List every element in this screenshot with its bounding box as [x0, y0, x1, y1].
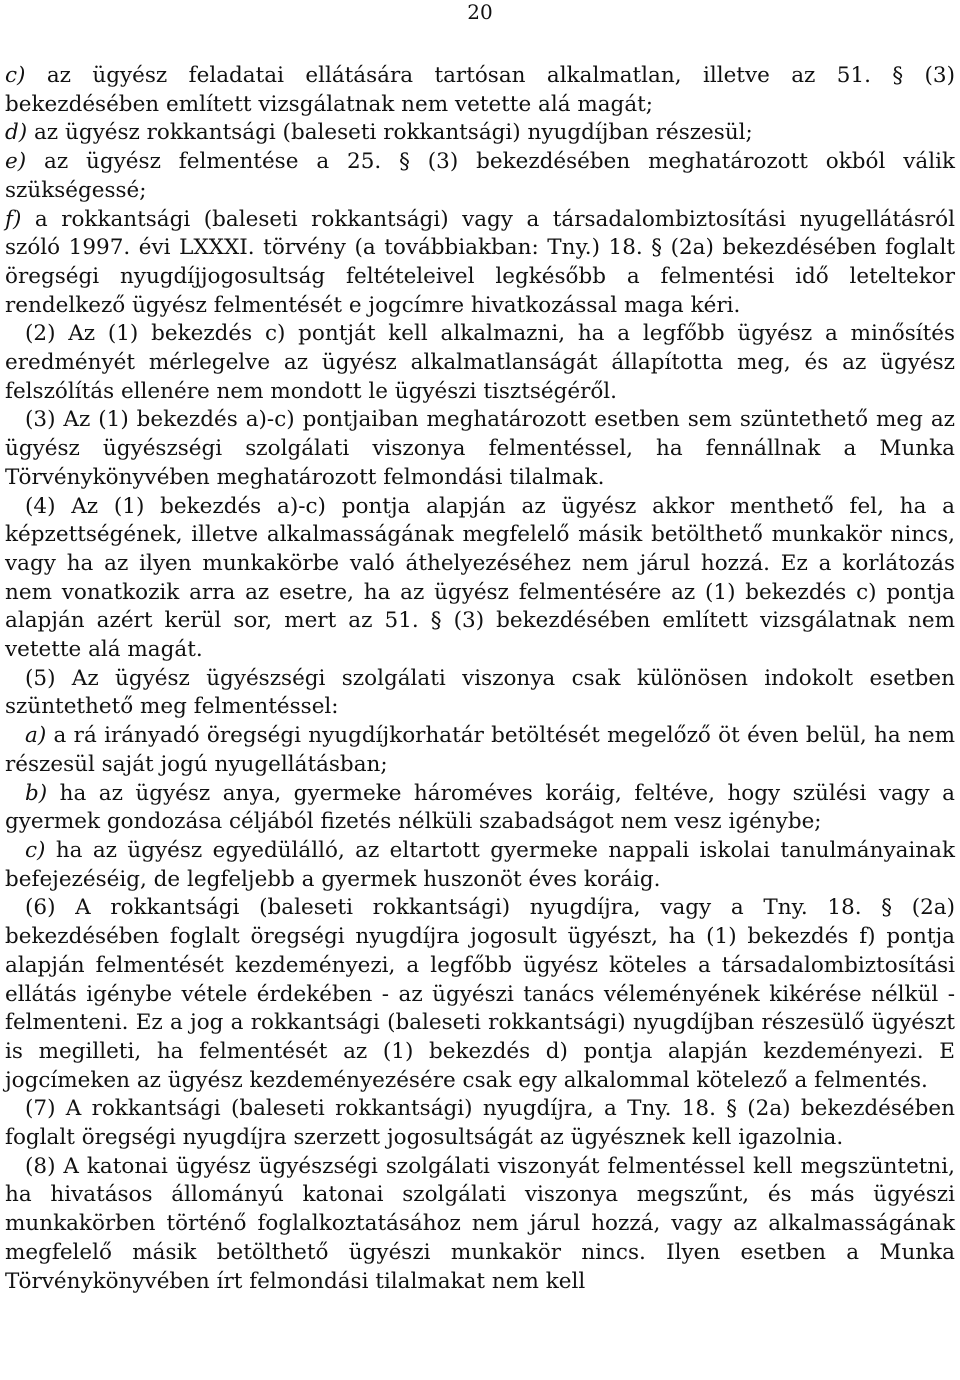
paragraph-1f [5, 206, 955, 321]
paragraph-5c [5, 837, 955, 894]
paragraph-5b [5, 780, 955, 837]
page-number: 20 [467, 0, 493, 24]
paragraph-5a [5, 722, 955, 779]
paragraph-text: a rá irányadó öregségi nyugdíjkorhatár betöltését megelőző öt éven belül, ha nem részesül saját jogú nyugellátásban; [5, 723, 955, 777]
paragraph-text: az ügyész feladatai ellátására tartósan alkalmatlan, illetve az 51. § (3) bekezdésében említett vizsgálatnak nem vetette alá magát; [5, 63, 955, 117]
paragraph-1d [5, 119, 955, 148]
paragraph-1c [5, 62, 955, 119]
list-label: b) [25, 780, 48, 806]
list-label: a) [25, 723, 47, 749]
paragraph-text: az ügyész felmentése a 25. § (3) bekezdésében meghatározott okból válik szükségessé; [5, 149, 955, 203]
paragraph-7 [5, 1095, 955, 1152]
paragraph-text: az ügyész rokkantsági (baleseti rokkantsági) nyugdíjban részesül; [27, 120, 753, 146]
paragraph-text: a rokkantsági (baleseti rokkantsági) vagy a társadalombiztosítási nyugellátásról szóló 1997. évi LXXXI. törvény (a továbbiakban: Tny.) 18. § (2a) bekezdésében foglalt öregségi nyugdíjjogosultság feltételeivel legkésőbb a felmentési idő leteltekor rendelkező ügyész felmentését e jogcímre hivatkozással maga kéri. [5, 206, 955, 318]
document-body [5, 62, 955, 1296]
paragraph-3 [5, 406, 955, 492]
paragraph-text: (5) Az ügyész ügyészségi szolgálati viszonya csak különösen indokolt esetben szüntethető meg felmentéssel: [5, 665, 955, 720]
paragraph-text: ha az ügyész egyedülálló, az eltartott gyermeke nappali iskolai tanulmányainak befejezéséig, de legfeljebb a gyermek huszonöt éves koráig. [5, 837, 955, 892]
paragraph-4 [5, 493, 955, 665]
paragraph-5 [5, 665, 955, 722]
paragraph-2 [5, 320, 955, 406]
paragraph-text: (2) Az (1) bekezdés c) pontját kell alkalmazni, ha a legfőbb ügyész a minősítés eredményét mérlegelve az ügyész alkalmatlanságát állapította meg, és az ügyész felszólítás ellenére nem mondott le ügyészi tisztségéről. [5, 321, 955, 404]
paragraph-8 [5, 1153, 955, 1297]
list-label: f) [5, 206, 22, 232]
paragraph-text: (6) A rokkantsági (baleseti rokkantsági) nyugdíjra, vagy a Tny. 18. § (2a) bekezdésében foglalt öregségi nyugdíjra jogosult ügyészt, ha (1) bekezdés f) pontja alapján felmentését kezdeményezi, a legfőbb ügyész köteles a társadalombiztosítási ellátás igénybe vétele érdekében - az ügyészi tanács véleményének kikérése nélkül - felmenteni. Ez a jog a rokkantsági (baleseti rokkantsági) nyugdíjban részesülő ügyészt is megilleti, ha felmentését az (1) bekezdés d) pontja alapján kezdeményezi. E jogcímeken az ügyész kezdeményezésére csak egy alkalommal kötelező a felmentés. [5, 895, 955, 1093]
list-label: c) [5, 63, 26, 88]
paragraph-text: (7) A rokkantsági (baleseti rokkantsági) nyugdíjra, a Tny. 18. § (2a) bekezdésében foglalt öregségi nyugdíjra szerzett jogosultságát az ügyésznek kell igazolnia. [5, 1096, 955, 1151]
paragraph-1e [5, 148, 955, 205]
paragraph-6 [5, 894, 955, 1095]
paragraph-text: (3) Az (1) bekezdés a)-c) pontjaiban meghatározott esetben sem szüntethető meg az ügyész ügyészségi szolgálati viszonya felmentéssel, ha fennállnak a Munka Törvénykönyvében meghatározott felmondási tilalmak. [5, 407, 955, 490]
paragraph-text: (4) Az (1) bekezdés a)-c) pontja alapján az ügyész akkor menthető fel, ha a képzettségének, illetve alkalmasságának megfelelő másik betölthető munkakör nincs, vagy ha az ilyen munkakörbe való áthelyezéséhez nem járul hozzá. Ez a korlátozás nem vonatkozik arra az esetre, ha az ügyész felmentésére az (1) bekezdés c) pontja alapján azért kerül sor, mert az 51. § (3) bekezdésében említett vizsgálatnak nem vetette alá magát. [5, 493, 955, 663]
paragraph-text: (8) A katonai ügyész ügyészségi szolgálati viszonyát felmentéssel kell megszüntetni, ha hivatásos állományú katonai szolgálati viszonya megszűnt, és más ügyészi munkakörben történő foglalkoztatásához nem járul hozzá, vagy az alkalmasságának megfelelő másik betölthető ügyészi munkakör nincs. Ilyen esetben a Munka Törvénykönyvében írt felmondási tilalmakat nem kell [5, 1153, 955, 1294]
paragraph-text: ha az ügyész anya, gyermeke hároméves koráig, feltéve, hogy szülési vagy a gyermek gondozása céljából fizetés nélküli szabadságot nem vesz igénybe; [5, 780, 955, 835]
list-label: e) [5, 149, 27, 175]
list-label: d) [5, 120, 28, 146]
list-label: c) [25, 837, 46, 863]
